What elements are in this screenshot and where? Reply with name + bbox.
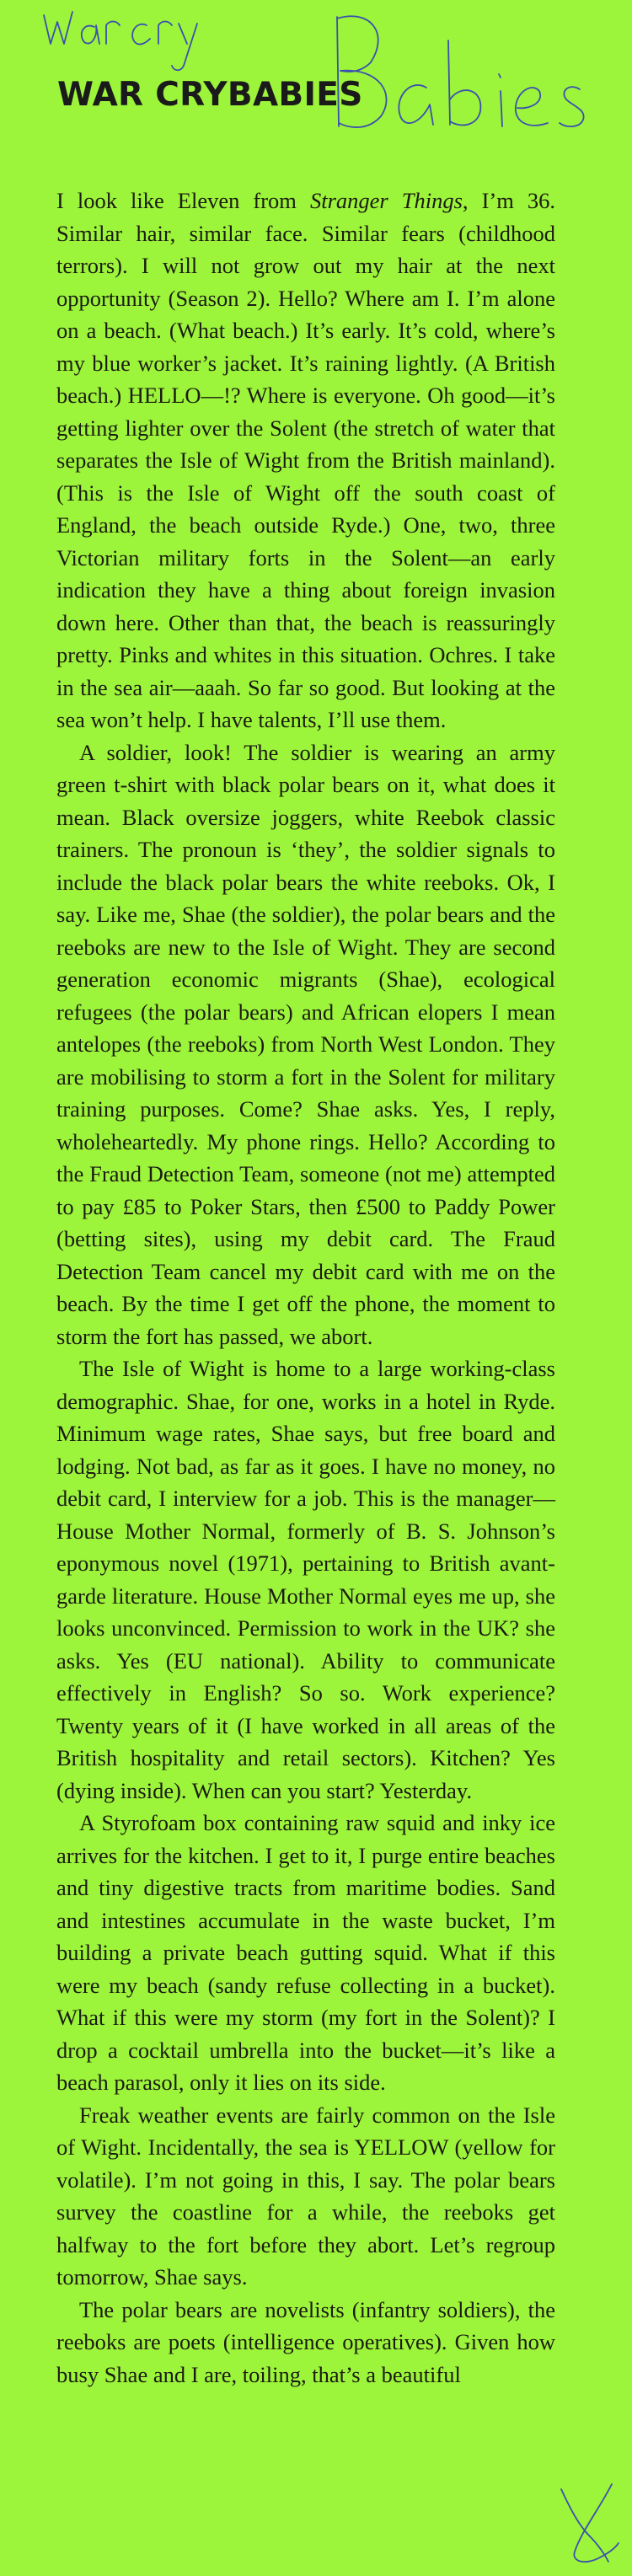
italic-title: Stranger Things — [309, 188, 463, 213]
page-title: WAR CRYBABIES — [57, 76, 363, 114]
paragraph-4: A Styrofoam box containing raw squid and inky ice arrives for the kitchen. I get to it, I purge entire beaches and tiny digestive tracts from maritime bodies. Sand and intestines accumulate in the waste bucket, I’m building a private beach gutting squid. What if this were my beach (sandy refuse collecting in a bucket). What if this were my storm (my fort in the Solent)? I drop a cocktail umbrella into the bucket—it’s like a beach parasol, only it lies on its side. — [56, 1810, 555, 2095]
paragraph-2: A soldier, look! The soldier is wearing an army green t-shirt with black polar bears on it, what does it mean. Black oversize joggers, white Reebok classic trainers. The pronoun is ‘they’, the soldier signals to include the black polar bears the white reeboks. Ok, I say. Like me, Shae (the soldier), the polar bears and the reeboks are new to the Isle of Wight. They are second generation economic migrants (Shae), ecological refugees (the polar bears) and African elopers I mean antelopes (the reeboks) from North West London. They are mobilising to storm a fort in the Solent for military training purposes. Come? Shae asks. Yes, I reply, wholeheartedly. My phone rings. Hello? According to the Fraud Detection Team, someone (not me) attempted to pay £85 to Poker Stars, then £500 to Paddy Power (betting sites), using my debit card. The Fraud Detection Team cancel my debit card with me on the beach. By the time I get off the phone, the moment to storm the fort has passed, we abort. — [56, 739, 555, 1349]
paragraph-1-rest: , I’m 36. Similar hair, similar face. Similar fears (childhood terrors). I will not grow out my hair at the next opportunity (Season 2). Hello? Where am I. I’m alone on a beach. (What beach.) It’s early. It’s cold, where’s my blue worker’s jacket. It’s raining lightly. (A British beach.) HELLO—!? Where is everyone. Oh good—it’s getting lighter over the Solent (the stretch of water that separates the Isle of Wight from the British mainland). (This is the Isle of Wight off the south coast of England, the beach outside Ryde.) One, two, three Victorian military forts in the Solent—an early indication they have a thing about foreign invasion down here. Other than that, the beach is reassuringly pretty. Pinks and whites in this situation. Ochres. I take in the sea air—aaah. So far so good. But looking at the sea won’t help. I have talents, I’ll use them. — [56, 188, 555, 732]
paragraph-5: Freak weather events are fairly common on the Isle of Wight. Incidentally, the sea is YELLOW (yellow for volatile). I’m not going in this, I say. The polar bears survey the coastline for a while, the reeboks get halfway to the fort before they abort. Let’s regroup tomorrow, Shae says. — [56, 2102, 555, 2289]
paragraph-6: The polar bears are novelists (infantry soldiers), the reeboks are poets (intelligence operatives). Given how busy Shae and I are, toiling, that’s a beautiful — [56, 2296, 555, 2387]
article-body — [56, 185, 555, 2391]
paragraph-1 — [56, 185, 555, 736]
paragraph-3: The Isle of Wight is home to a large working-class demographic. Shae, for one, works in a hotel in Ryde. Minimum wage rates, Shae says, but free board and lodging. Not bad, as far as it goes. I have no money, no debit card, I interview for a job. This is the manager—House Mother Normal, formerly of B. S. Johnson’s eponymous novel (1971), pertaining to British avant-garde literature. House Mother Normal eyes me up, she looks unconvinced. Permission to work in the UK? she asks. Yes (EU national). Ability to communicate effectively in English? So so. Work experience? Twenty years of it (I have worked in all areas of the British hospitality and retail sectors). Kitchen? Yes (dying inside). When can you start? Yesterday. — [56, 1356, 555, 1803]
handwritten-mark — [556, 2477, 624, 2570]
paragraph-1-start: I look like Eleven from — [56, 188, 310, 213]
